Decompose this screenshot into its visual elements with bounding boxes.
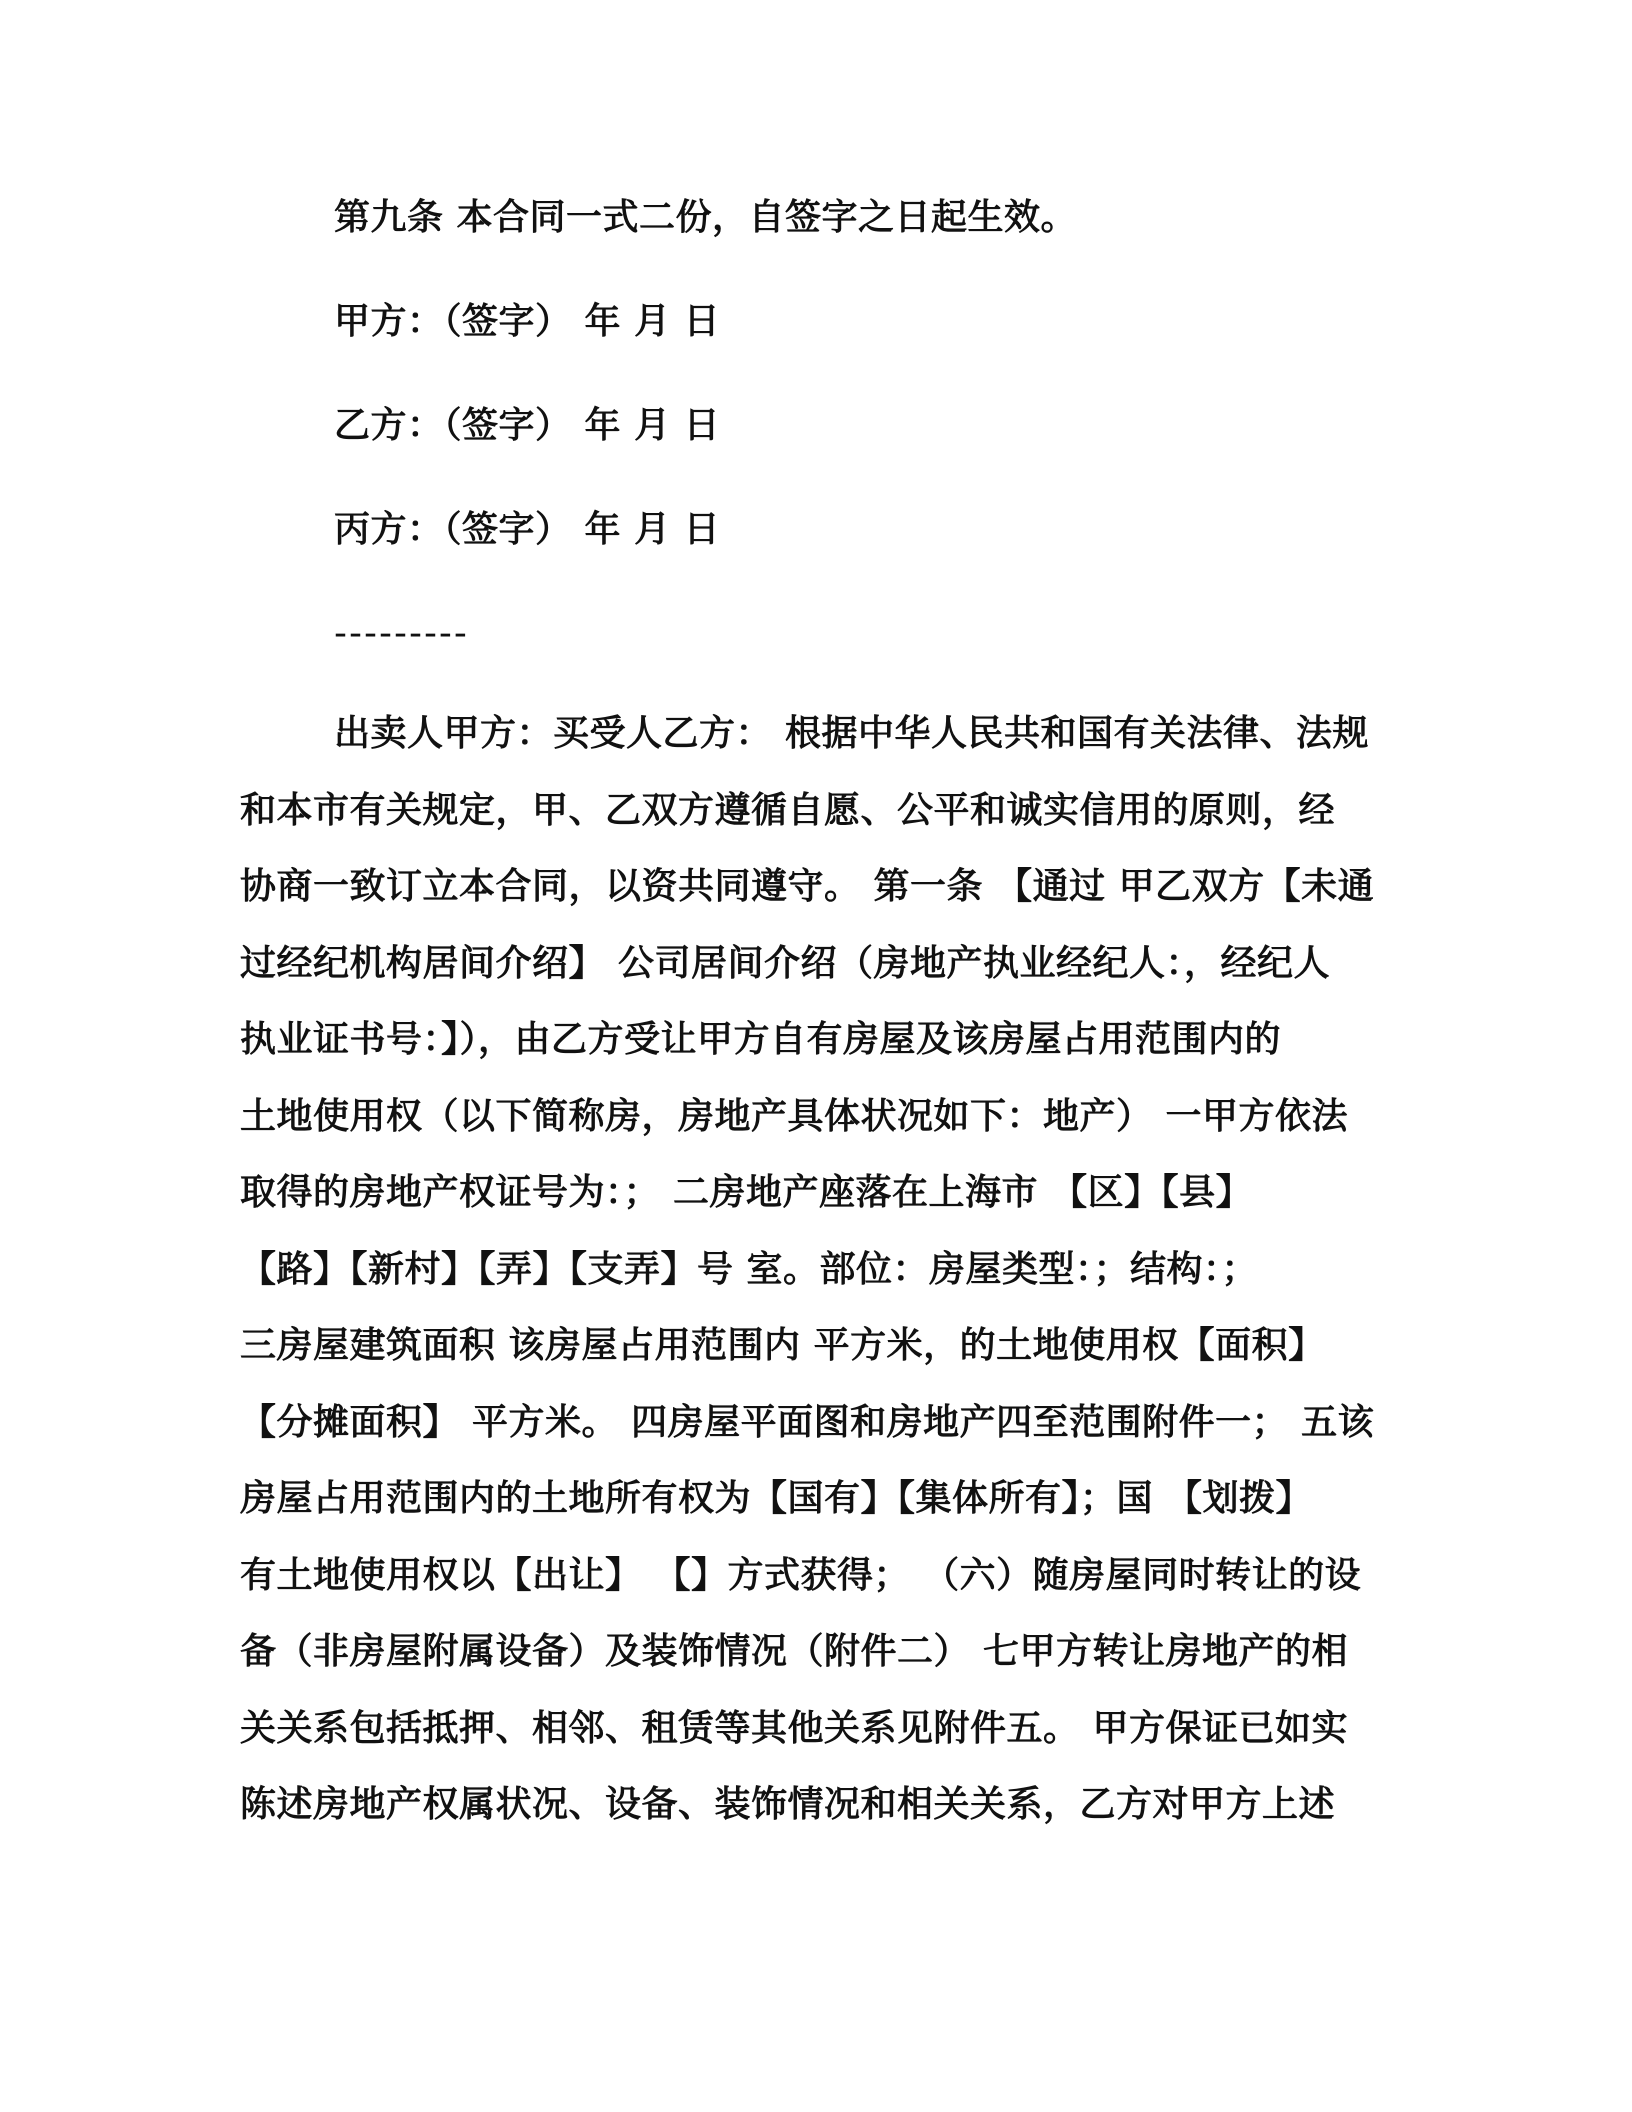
body-line: 【路】【新村】【弄】【支弄】号 室。部位：房屋类型：；结构：； xyxy=(240,1248,1259,1290)
body-line: 房屋占用范围内的土地所有权为【国有】【集体所有】；国 【划拨】 xyxy=(240,1478,1313,1519)
party-a-signature-line: 甲方：（签字） 年 月 日 xyxy=(334,301,721,342)
body-line: 过经纪机构居间介绍】 公司居间介绍（房地产执业经纪人：，经纪人 xyxy=(240,942,1331,984)
body-line: 协商一致订立本合同，以资共同遵守。 第一条 【通过 甲乙双方【未通 xyxy=(240,866,1375,907)
body-line: 出卖人甲方：买受人乙方： 根据中华人民共和国有关法律、法规 xyxy=(334,713,1370,754)
party-c-signature-line: 丙方：（签字） 年 月 日 xyxy=(334,509,721,550)
body-line: 备（非房屋附属设备）及装饰情况（附件二） 七甲方转让房地产的相 xyxy=(240,1631,1349,1672)
body-line: 三房屋建筑面积 该房屋占用范围内 平方米，的土地使用权【面积】 xyxy=(240,1325,1325,1366)
body-line: 陈述房地产权属状况、设备、装饰情况和相关关系，乙方对甲方上述 xyxy=(240,1784,1336,1825)
section-separator: --------- xyxy=(334,613,469,654)
article-nine-clause: 第九条 本合同一式二份，自签字之日起生效。 xyxy=(334,197,1078,238)
body-line: 【分摊面积】 平方米。 四房屋平面图和房地产四至范围附件一； 五该 xyxy=(240,1401,1375,1443)
party-b-signature-line: 乙方：（签字） 年 月 日 xyxy=(334,405,721,446)
body-line: 执业证书号：】），由乙方受让甲方自有房屋及该房屋占用范围内的 xyxy=(240,1019,1282,1060)
contract-body xyxy=(240,712,1400,1860)
body-line: 有土地使用权以【出让】 【】方式获得； （六）随房屋同时转让的设 xyxy=(240,1554,1362,1596)
body-line: 和本市有关规定，甲、乙双方遵循自愿、公平和诚实信用的原则，经 xyxy=(240,789,1336,831)
body-line: 土地使用权（以下简称房，房地产具体状况如下：地产） 一甲方依法 xyxy=(240,1095,1349,1137)
body-line: 关关系包括抵押、相邻、租赁等其他关系见附件五。 甲方保证已如实 xyxy=(240,1707,1349,1749)
body-line: 取得的房地产权证号为：； 二房地产座落在上海市 【区】【县】 xyxy=(240,1172,1253,1213)
